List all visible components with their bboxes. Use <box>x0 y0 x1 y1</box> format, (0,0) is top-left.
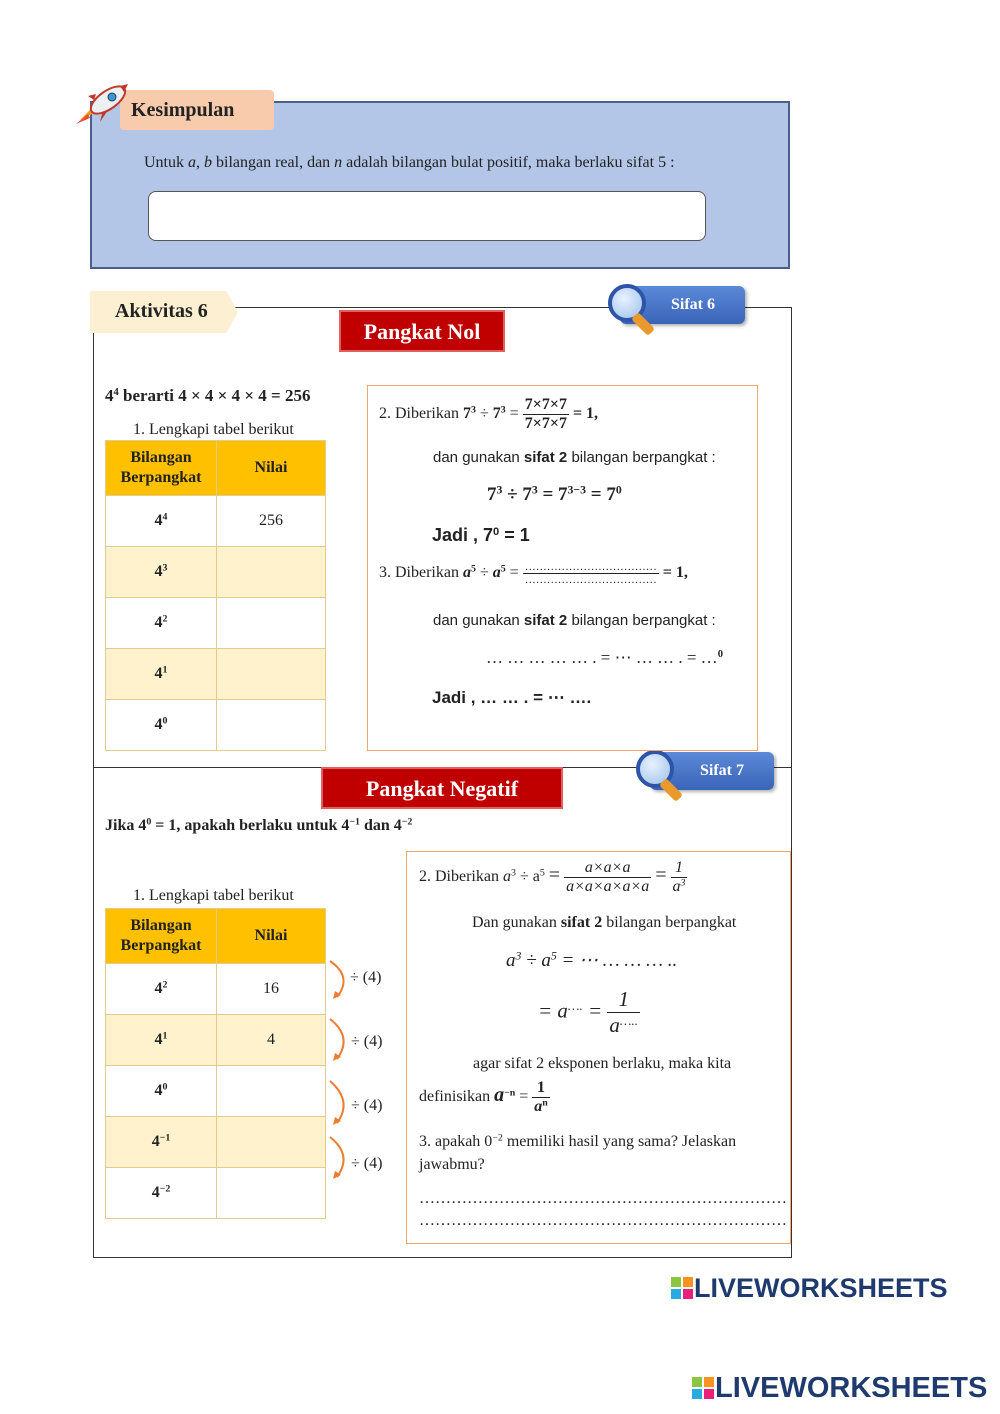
table-row: $4^2$ <box>106 598 326 649</box>
blank-denominator[interactable]: ……………………………… <box>524 574 657 586</box>
table2-instruction: 1. Lengkapi tabel berikut <box>133 887 294 904</box>
sifat-7-button[interactable]: Sifat 7 <box>650 752 774 790</box>
box1-blank-equation[interactable]: … … … … … . = ⋯ … … . = …$^0$ <box>486 648 723 667</box>
curved-arrow-icon <box>330 1019 344 1059</box>
liveworksheets-logo: LIVEWORKSHEETS <box>692 1372 987 1405</box>
box2-question3: 3. apakah $0^{-2}$ memiliki hasil yang sama? Jelaskan <box>419 1132 737 1150</box>
pangkat-nol-title: Pangkat Nol <box>339 310 505 352</box>
table-header-bilangan: Bilangan Berpangkat <box>106 441 217 496</box>
answer-cell[interactable] <box>217 1168 326 1219</box>
answer-cell[interactable] <box>217 547 326 598</box>
table-row: $4^2$ 16 <box>106 964 326 1015</box>
box2-item2: 2. Diberikan $a^3 \div a^5$ = $\frac{a\times a\times a}{a\times a\times a\times a\times a}$ = $\frac{1}{a^3}$ <box>419 859 686 895</box>
divide-label: ÷ (4) <box>351 1155 383 1172</box>
table-pangkat-nol <box>105 440 326 751</box>
kesimpulan-title: Kesimpulan <box>131 99 235 121</box>
sifat7-explanation-box <box>406 851 791 1244</box>
intro-statement: $4^4$ berarti 4 × 4 × 4 × 4 = 256 <box>105 386 311 405</box>
box1-jadi-blank[interactable]: Jadi , … … . = ⋯ …. <box>432 688 592 707</box>
value-cell: 4 <box>217 1015 326 1066</box>
box1-item2: 2. Diberikan $7^3 \div 7^3$ = $\frac{7\times 7\times 7}{7\times 7\times 7}$ = 1, <box>379 396 599 432</box>
box2-agar: agar sifat 2 eksponen berlaku, maka kita <box>473 1055 732 1072</box>
table-row: $4^0$ <box>106 700 326 751</box>
pangkat-negatif-title: Pangkat Negatif <box>321 767 563 809</box>
sifat-6-button[interactable]: Sifat 6 <box>620 286 745 324</box>
box1-item3: 3. Diberikan $a^5 \div a^5$ = $\frac{\dots\dots\dots\dots\dots\dots\dots\dots\dots\dots\dots\dots}{\dots\dots\dots\dots\dots\dots\dots\dots\dots\dots\dots\dots}$ = 1, <box>379 561 688 586</box>
liveworksheets-icon <box>692 1377 714 1399</box>
box2-question3-line2: jawabmu? <box>419 1156 485 1173</box>
answer-cell[interactable] <box>217 649 326 700</box>
curved-arrow-icon <box>330 1081 344 1123</box>
table-row: $4^1$ 4 <box>106 1015 326 1066</box>
kesimpulan-statement: Untuk a, b bilangan real, dan n adalah bilangan bulat positif, maka berlaku sifat 5 : <box>144 154 675 171</box>
table-row: $4^0$ <box>106 1066 326 1117</box>
table1-instruction: 1. Lengkapi tabel berikut <box>133 421 294 438</box>
answer-line[interactable]: …………………………………………………………… <box>419 1190 787 1207</box>
blank-numerator[interactable]: ……………………………… <box>524 561 657 573</box>
answer-cell[interactable] <box>217 700 326 751</box>
box2-definisi: definisikan $a^{-n}$ = $\frac{1}{a^n}$ <box>419 1079 548 1115</box>
box1-jadi: Jadi , $7^0 = 1$ <box>432 525 530 545</box>
answer-cell[interactable] <box>217 1117 326 1168</box>
table-row: $4^{-2}$ <box>106 1168 326 1219</box>
box2-line1[interactable]: $a^3 \div a^5$ = ⋯ … … … .. <box>506 949 678 971</box>
value-cell: 16 <box>217 964 326 1015</box>
table-header-nilai: Nilai <box>217 909 326 964</box>
curved-arrow-icon <box>330 961 344 997</box>
answer-cell[interactable] <box>217 598 326 649</box>
table-row: $4^3$ <box>106 547 326 598</box>
divide-label: ÷ (4) <box>351 1097 383 1114</box>
divide-label: ÷ (4) <box>350 969 382 986</box>
answer-cell[interactable] <box>217 1066 326 1117</box>
liveworksheets-icon <box>671 1277 693 1299</box>
negatif-question: Jika $4^0 = 1$, apakah berlaku untuk $4^{-1}$ dan $4^{-2}$ <box>105 816 413 834</box>
box1-use-sifat2-b: dan gunakan sifat 2 bilangan berpangkat : <box>433 612 716 629</box>
table-row: $4^{-1}$ <box>106 1117 326 1168</box>
curved-arrow-icon <box>330 1137 344 1177</box>
box1-equation: $7^3 \div 7^3 = 7^{3-3} = 7^0$ <box>487 483 622 505</box>
liveworksheets-logo: LIVEWORKSHEETS <box>671 1273 948 1304</box>
value-cell: 256 <box>217 496 326 547</box>
box2-use-sifat2: Dan gunakan sifat 2 bilangan berpangkat <box>472 914 737 931</box>
table-header-nilai: Nilai <box>217 441 326 496</box>
divide-label: ÷ (4) <box>351 1033 383 1050</box>
box1-use-sifat2: dan gunakan sifat 2 bilangan berpangkat : <box>433 449 716 466</box>
answer-line[interactable]: …………………………………………………………… <box>419 1212 787 1229</box>
table-pangkat-negatif <box>105 908 326 1219</box>
kesimpulan-answer-input[interactable] <box>148 191 706 241</box>
rocket-icon <box>72 82 130 128</box>
table-row: $4^1$ <box>106 649 326 700</box>
table-header-bilangan: Bilangan Berpangkat <box>106 909 217 964</box>
table-row: $4^4$ 256 <box>106 496 326 547</box>
activity-title: Aktivitas 6 <box>115 300 208 322</box>
box2-line2[interactable]: = a…. = $\frac{1}{a^{\dots..}}$ <box>538 987 639 1037</box>
